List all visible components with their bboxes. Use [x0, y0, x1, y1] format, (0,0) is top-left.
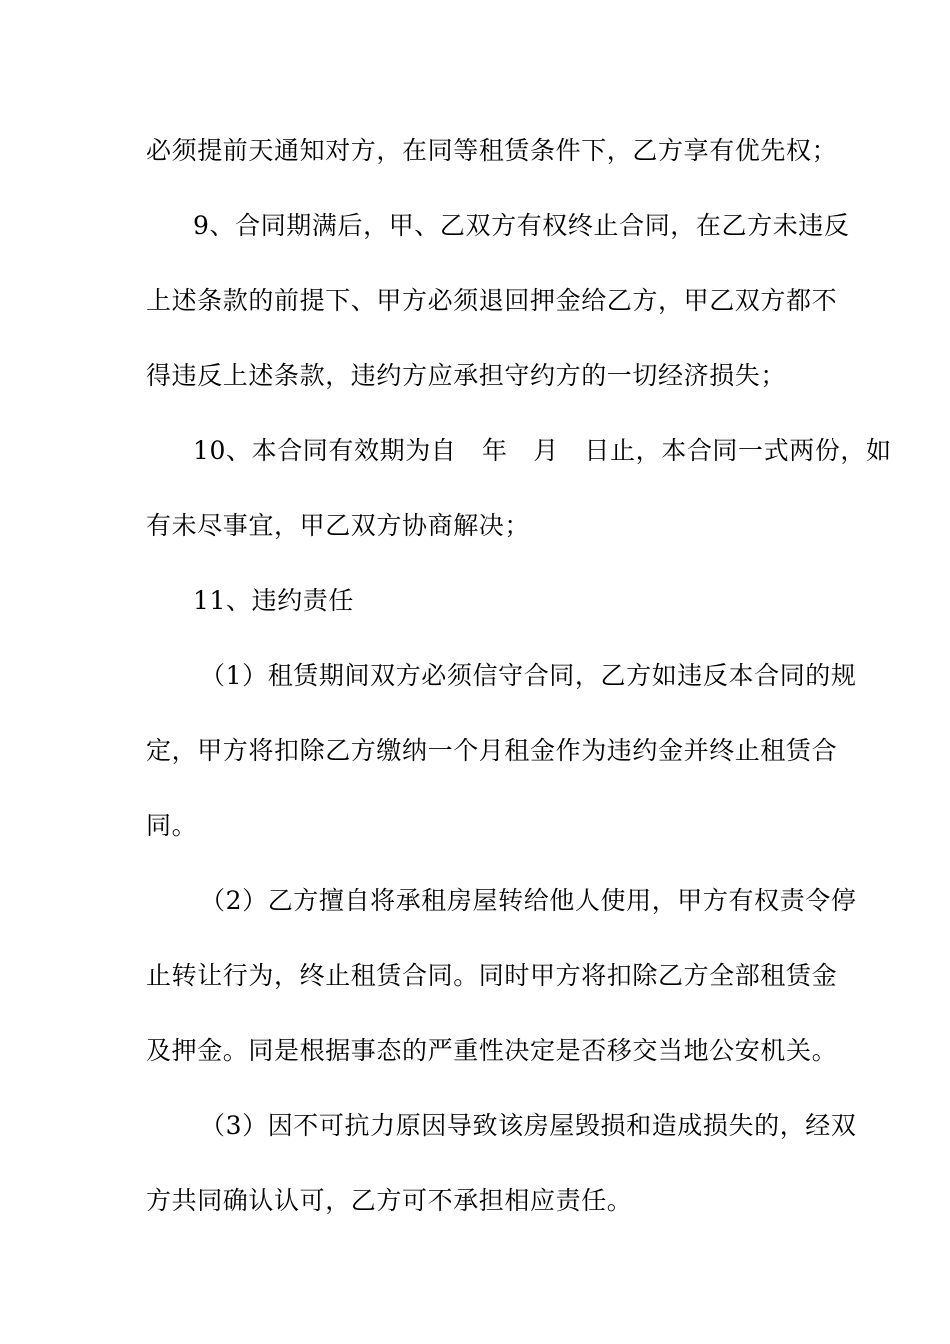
paragraph-line: 及押金。同是根据事态的严重性决定是否移交当地公安机关。 — [146, 1036, 838, 1065]
paragraph-line: 止转让行为，终止租赁合同。同时甲方将扣除乙方全部租赁金 — [146, 961, 838, 990]
paragraph-line: 同。 — [146, 811, 198, 840]
paragraph-line: 必须提前天通知对方，在同等租赁条件下，乙方享有优先权； — [146, 136, 838, 165]
clause-10-line: 10、本合同有效期为自 年 月 日止，本合同一式两份，如 — [193, 436, 892, 465]
subclause-3-line: （3）因不可抗力原因导致该房屋毁损和造成损失的，经双 — [200, 1111, 857, 1140]
paragraph-line: 方共同确认认可，乙方可不承担相应责任。 — [146, 1186, 633, 1215]
subclause-1-line: （1）租赁期间双方必须信守合同，乙方如违反本合同的规 — [200, 661, 857, 690]
clause-9-line: 9、合同期满后，甲、乙双方有权终止合同，在乙方未违反 — [193, 211, 850, 240]
paragraph-line: 定，甲方将扣除乙方缴纳一个月租金作为违约金并终止租赁合 — [146, 736, 838, 765]
subclause-2-line: （2）乙方擅自将承租房屋转给他人使用，甲方有权责令停 — [200, 886, 857, 915]
paragraph-line: 上述条款的前提下、甲方必须退回押金给乙方，甲乙双方都不 — [146, 286, 838, 315]
paragraph-line: 得违反上述条款，违约方应承担守约方的一切经济损失； — [146, 361, 787, 390]
clause-11-heading: 11、违约责任 — [193, 586, 355, 615]
paragraph-line: 有未尽事宜，甲乙双方协商解决； — [146, 511, 531, 540]
